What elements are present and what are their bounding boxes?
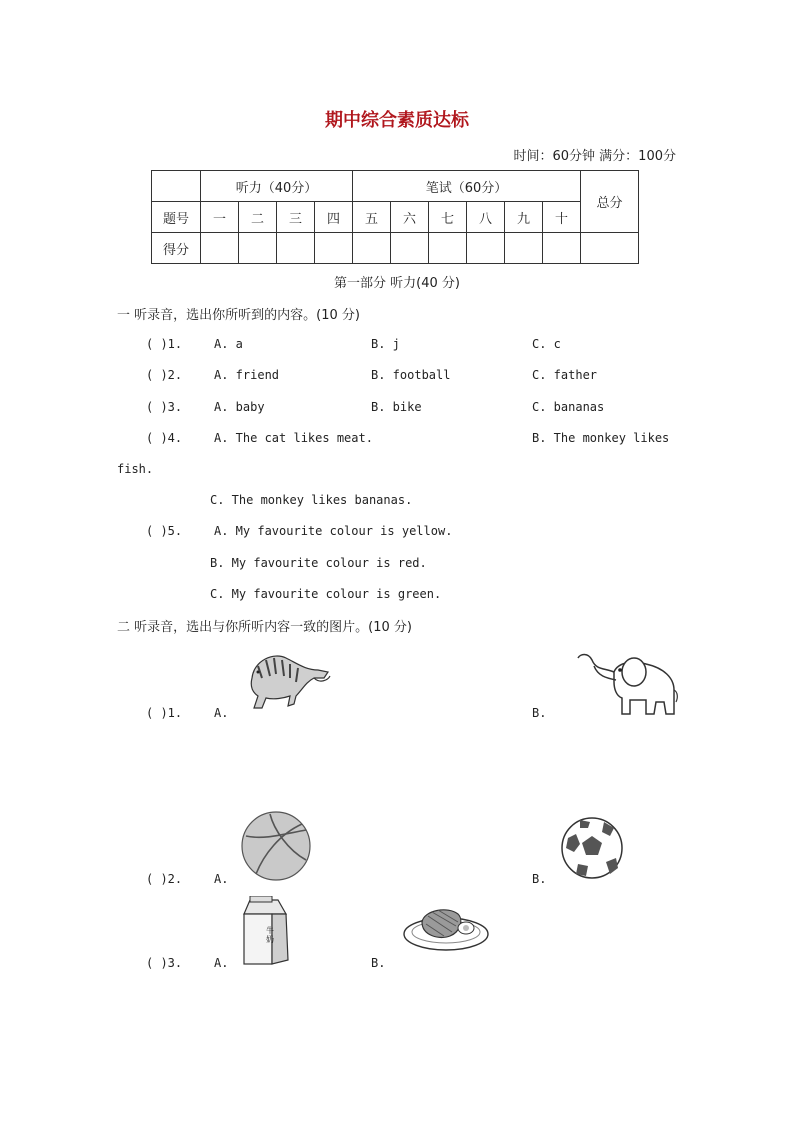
score-cell[interactable] bbox=[353, 233, 391, 264]
col-num: 一 bbox=[201, 202, 239, 233]
section1-heading: 一 听录音，选出你所听到的内容。(10 分) bbox=[117, 308, 360, 323]
q1-option-c: C. c bbox=[532, 337, 561, 351]
milk-label: 牛奶 bbox=[266, 926, 274, 944]
s2-q2-option-b: B. bbox=[532, 872, 547, 886]
s2-q3-number[interactable]: ( )3. bbox=[146, 956, 183, 970]
total-header: 总分 bbox=[581, 171, 639, 233]
q4-option-b-cont: fish. bbox=[117, 462, 154, 476]
s2-q2-option-a: A. bbox=[214, 872, 229, 886]
question-number-label: 题号 bbox=[152, 202, 201, 233]
score-cell[interactable] bbox=[429, 233, 467, 264]
s2-q1-option-b: B. bbox=[532, 706, 547, 720]
score-cell[interactable] bbox=[315, 233, 353, 264]
score-cell[interactable] bbox=[543, 233, 581, 264]
basketball-icon bbox=[240, 810, 312, 882]
score-cell[interactable] bbox=[467, 233, 505, 264]
elephant-icon bbox=[574, 642, 680, 720]
q4-number[interactable]: ( )4. bbox=[146, 431, 183, 445]
score-cell[interactable] bbox=[391, 233, 429, 264]
s2-q1-option-a: A. bbox=[214, 706, 229, 720]
s2-q2-number[interactable]: ( )2. bbox=[146, 872, 183, 886]
q1-number[interactable]: ( )1. bbox=[146, 337, 183, 351]
meat-plate-icon bbox=[402, 902, 490, 952]
q1-option-b: B. j bbox=[371, 337, 400, 351]
tiger-icon bbox=[244, 648, 332, 714]
col-num: 八 bbox=[467, 202, 505, 233]
s2-q3-option-a: A. bbox=[214, 956, 229, 970]
s2-q3-option-b: B. bbox=[371, 956, 386, 970]
q2-option-b: B. football bbox=[371, 368, 451, 382]
q3-option-b: B. bike bbox=[371, 400, 422, 414]
writing-header: 笔试（60分） bbox=[353, 171, 581, 202]
col-num: 二 bbox=[239, 202, 277, 233]
football-icon bbox=[560, 816, 624, 880]
q4-option-c: C. The monkey likes bananas. bbox=[210, 493, 413, 507]
score-cell[interactable] bbox=[277, 233, 315, 264]
score-table-corner bbox=[152, 171, 201, 202]
score-cell[interactable] bbox=[239, 233, 277, 264]
col-num: 三 bbox=[277, 202, 315, 233]
s2-q1-number[interactable]: ( )1. bbox=[146, 706, 183, 720]
exam-meta: 时间：60分钟 满分：100分 bbox=[513, 149, 676, 164]
col-num: 五 bbox=[353, 202, 391, 233]
q3-option-a: A. baby bbox=[214, 400, 265, 414]
listening-header: 听力（40分） bbox=[201, 171, 353, 202]
page-title: 期中综合素质达标 bbox=[325, 110, 469, 131]
q3-option-c: C. bananas bbox=[532, 400, 605, 414]
total-score-cell[interactable] bbox=[581, 233, 639, 264]
q5-option-a: A. My favourite colour is yellow. bbox=[214, 524, 453, 538]
q3-number[interactable]: ( )3. bbox=[146, 400, 183, 414]
score-table bbox=[151, 170, 639, 264]
col-num: 九 bbox=[505, 202, 543, 233]
q2-option-c: C. father bbox=[532, 368, 598, 382]
milk-carton-icon bbox=[236, 896, 294, 968]
q5-number[interactable]: ( )5. bbox=[146, 524, 183, 538]
q2-option-a: A. friend bbox=[214, 368, 280, 382]
part-heading: 第一部分 听力(40 分) bbox=[334, 276, 460, 291]
col-num: 十 bbox=[543, 202, 581, 233]
col-num: 四 bbox=[315, 202, 353, 233]
col-num: 六 bbox=[391, 202, 429, 233]
section2-heading: 二 听录音，选出与你所听内容一致的图片。(10 分) bbox=[117, 620, 412, 635]
q5-option-b: B. My favourite colour is red. bbox=[210, 556, 427, 570]
col-num: 七 bbox=[429, 202, 467, 233]
q1-option-a: A. a bbox=[214, 337, 243, 351]
q4-option-b: B. The monkey likes bbox=[532, 431, 670, 445]
q5-option-c: C. My favourite colour is green. bbox=[210, 587, 442, 601]
q2-number[interactable]: ( )2. bbox=[146, 368, 183, 382]
q4-option-a: A. The cat likes meat. bbox=[214, 431, 373, 445]
score-cell[interactable] bbox=[201, 233, 239, 264]
score-cell[interactable] bbox=[505, 233, 543, 264]
score-label: 得分 bbox=[152, 233, 201, 264]
